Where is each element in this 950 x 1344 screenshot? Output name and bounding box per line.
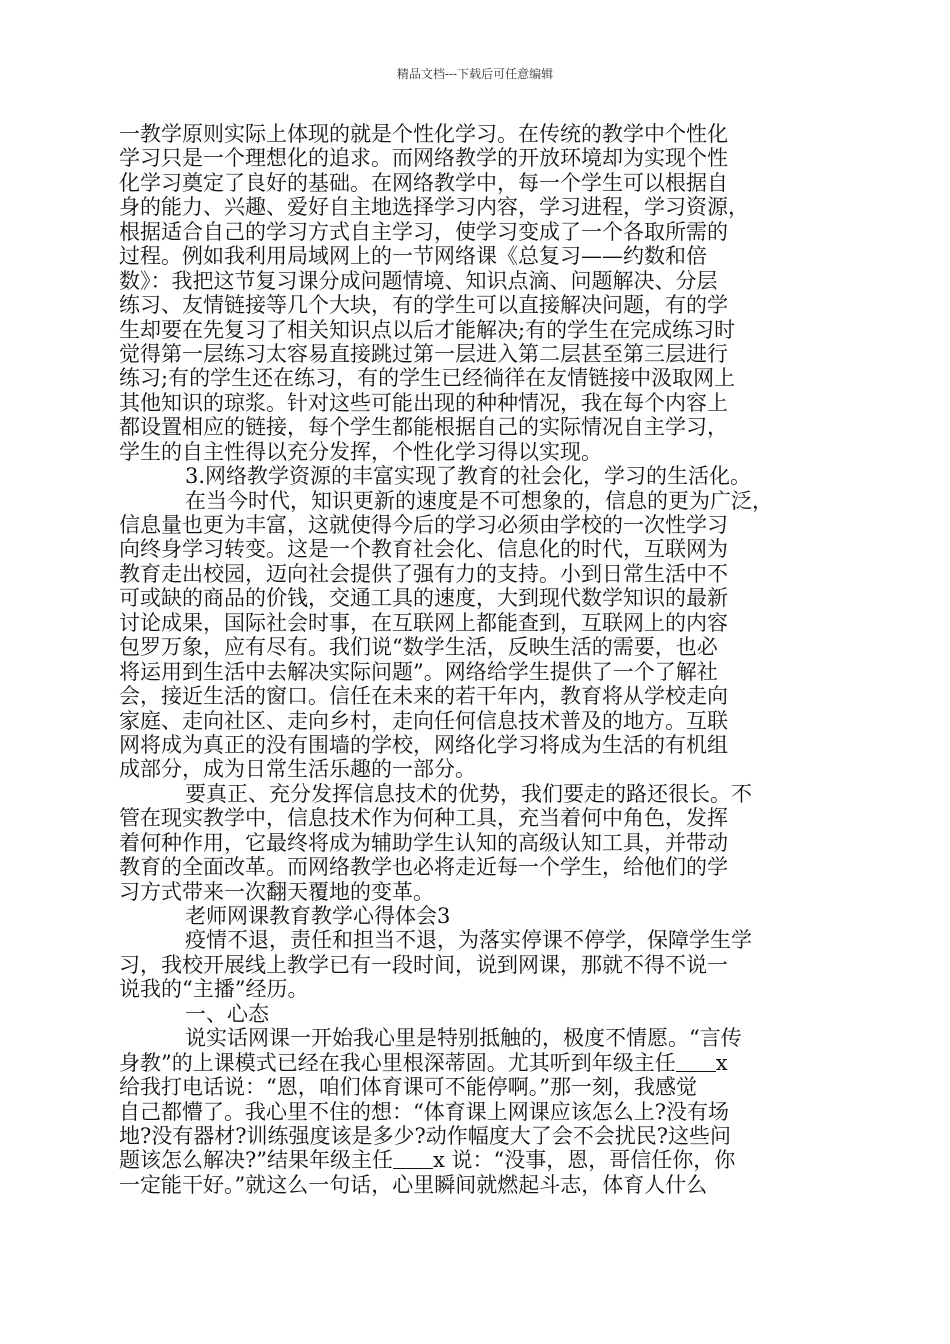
text-line: 讨论成果，国际社会时事，在互联网上都能查到，互联网上的内容 (119, 610, 728, 635)
document-body (119, 122, 831, 1197)
text-line: 家庭、走向社区、走向乡村，走向任何信息技术普及的地方。互联 (119, 708, 728, 733)
text-line: 着何种作用，它最终将成为辅助学生认知的高级认知工具，并带动 (119, 830, 728, 855)
text-line: 学生的自主性得以充分发挥，个性化学习得以实现。 (119, 439, 602, 464)
text-line: 向终身学习转变。这是一个教育社会化、信息化的时代，互联网为 (119, 537, 728, 562)
text-line: 一教学原则实际上体现的就是个性化学习。在传统的教学中个性化 (119, 122, 728, 146)
text-line: 数》：我把这节复习课分成问题情境、知识点滴、问题解决、分层 (119, 268, 718, 293)
text-line: 练习、友情链接等几个大块，有的学生可以直接解决问题，有的学 (119, 293, 728, 318)
text-line: 会，接近生活的窗口。信任在未来的若干年内，教育将从学校走向 (119, 684, 728, 709)
text-line: 教育的全面改革。而网络教学也必将走近每一个学生，给他们的学 (119, 855, 728, 880)
text-line: 信息量也更为丰富，这就使得今后的学习必须由学校的一次性学习 (119, 513, 728, 537)
line-suffix: x (715, 1050, 728, 1075)
text-line: 可或缺的商品的价钱，交通工具的速度，大到现代数学知识的最新 (119, 586, 728, 611)
text-line: 习方式带来一次翻天覆地的变革。 (119, 879, 434, 904)
text-line: 自己都懵了。我心里不住的想：“体育课上网课应该怎么上?没有场 (119, 1099, 729, 1124)
text-line: 习，我校开展线上教学已有一段时间，说到网课，那就不得不说一 (119, 952, 728, 977)
text-line: 给我打电话说：“恩，咱们体育课可不能停啊。”那一刻，我感觉 (119, 1075, 697, 1100)
text-line: 将运用到生活中去解决实际问题”。网络给学生提供了一个了解社 (119, 659, 718, 684)
text-line-with-blank (119, 1051, 831, 1075)
text-line-with-blank (119, 1148, 831, 1172)
text-line: 都设置相应的链接，每个学生都能根据自己的实际情况自主学习， (119, 415, 728, 440)
text-line: 练习;有的学生还在练习，有的学生已经徜徉在友情链接中汲取网上 (119, 366, 736, 391)
line-text: 题该怎么解决?”结果年级主任 (119, 1148, 393, 1173)
text-line: 过程。例如我利用局域网上的一节网络课《总复习——约数和倍 (119, 244, 707, 269)
line-text: 身教”的上课模式已经在我心里根深蒂固。尤其听到年级主任 (119, 1050, 676, 1075)
text-line: 地?没有器材?训练强度该是多少?动作幅度大了会不会扰民?这些问 (119, 1123, 732, 1148)
paragraph-start: 在当今时代，知识更新的速度是不可想象的，信息的更为广泛， (185, 488, 773, 513)
text-line: 包罗万象，应有尽有。我们说“数学生活，反映生活的需要，也必 (119, 635, 718, 660)
text-line: 一定能干好。”就这么一句话，心里瞬间就燃起斗志，体育人什么 (119, 1172, 708, 1197)
page-header: 精品文档---下载后可任意编辑 (396, 67, 554, 81)
paragraph-start: 疫情不退，责任和担当不退，为落实停课不停学，保障学生学 (185, 928, 752, 953)
text-line: 学习只是一个理想化的追求。而网络教学的开放环境却为实现个性 (119, 146, 728, 171)
text-line: 化学习奠定了良好的基础。在网络教学中，每一个学生可以根据自 (119, 170, 728, 195)
text-line: 根据适合自己的学习方式自主学习，使学习变成了一个各取所需的 (119, 219, 728, 244)
fill-blank (393, 1166, 433, 1169)
fill-blank (676, 1069, 716, 1072)
text-line: 觉得第一层练习太容易直接跳过第一层进入第二层甚至第三层进行 (119, 341, 728, 366)
paragraph-start: 说实话网课一开始我心里是特别抵触的，极度不情愿。“言传 (185, 1026, 742, 1051)
article-title: 老师网课教育教学心得体会3 (185, 904, 451, 928)
text-line: 身的能力、兴趣、爱好自主地选择学习内容，学习进程，学习资源， (119, 195, 749, 220)
text-line: 其他知识的琼浆。针对这些可能出现的种种情况，我在每个内容上 (119, 390, 728, 415)
text-line: 成部分，成为日常生活乐趣的一部分。 (119, 757, 476, 782)
text-line: 管在现实教学中，信息技术作为何种工具，充当着何中角色，发挥 (119, 806, 728, 831)
text-line: 说我的“主播”经历。 (119, 977, 309, 1002)
text-line: 生却要在先复习了相关知识点以后才能解决;有的学生在完成练习时 (119, 317, 736, 342)
line-suffix: x 说：“没事，恩，哥信任你，你 (433, 1148, 736, 1173)
text-line: 教育走出校园，迈向社会提供了强有力的支持。小到日常生活中不 (119, 561, 728, 586)
paragraph-start: 要真正、充分发挥信息技术的优势，我们要走的路还很长。不 (185, 781, 752, 806)
section-heading: 3.网络教学资源的丰富实现了教育的社会化，学习的生活化。 (185, 464, 752, 489)
text-line: 网将成为真正的没有围墙的学校，网络化学习将成为生活的有机组 (119, 732, 728, 757)
section-heading: 一、心态 (185, 1001, 269, 1026)
